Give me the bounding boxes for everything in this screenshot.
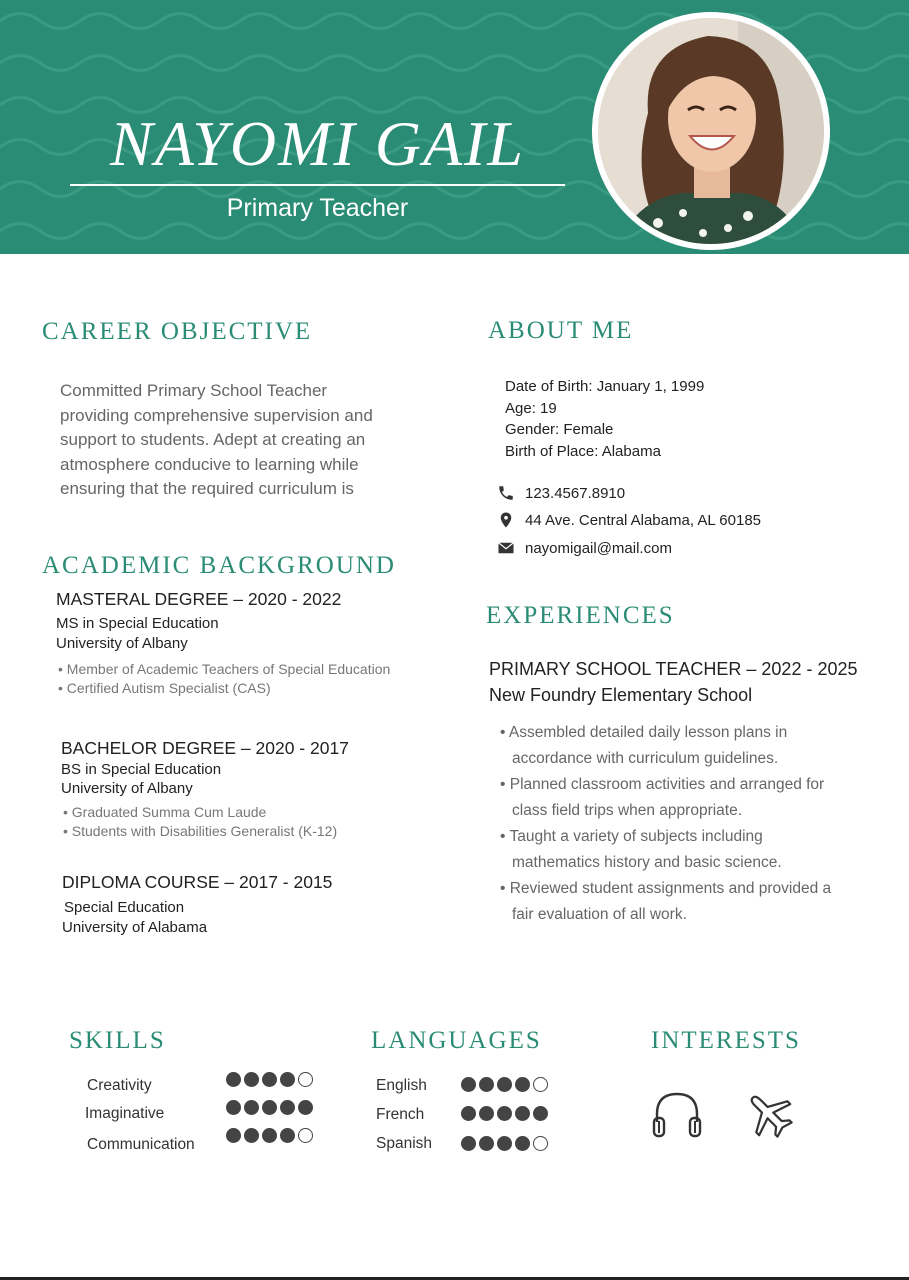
rating-dot-empty (298, 1072, 313, 1087)
location-pin-icon (497, 511, 515, 529)
rating-dot-filled (497, 1136, 512, 1151)
career-objective-text (60, 379, 420, 502)
rating-dot-filled (479, 1106, 494, 1121)
rating-dot-filled (280, 1072, 295, 1087)
email-address: nayomigail@mail.com (525, 539, 672, 557)
degree-school: University of Albany (61, 780, 193, 797)
degree-school: University of Albany (56, 635, 188, 652)
objective-line: Committed Primary School Teacher (60, 381, 328, 400)
experience-company: New Foundry Elementary School (489, 685, 753, 705)
rating-dot-filled (497, 1077, 512, 1092)
rating-dot-filled (533, 1106, 548, 1121)
rating-dot-filled (461, 1106, 476, 1121)
rating-dot-filled (244, 1100, 259, 1115)
candidate-name: NAYOMI GAIL (110, 108, 525, 179)
rating-dot-filled (298, 1100, 313, 1115)
name-divider (70, 184, 565, 186)
degree-title: BACHELOR DEGREE – 2020 - 2017 (61, 738, 349, 758)
headphones-icon (650, 1088, 704, 1140)
academic-background-heading: ACADEMIC BACKGROUND (42, 552, 396, 579)
envelope-icon (497, 539, 515, 557)
rating-dot-filled (226, 1128, 241, 1143)
objective-line: providing comprehensive supervision and (60, 405, 373, 425)
rating-dot-filled (262, 1100, 277, 1115)
list-item: • Certified Autism Specialist (CAS) (58, 680, 271, 696)
skill-rating (226, 1072, 313, 1087)
languages-heading: LANGUAGES (371, 1027, 542, 1054)
phone-number: 123.4567.8910 (525, 484, 626, 502)
objective-line: atmosphere conducive to learning while (60, 454, 359, 474)
language-label: French (376, 1106, 425, 1123)
degree-field: MS in Special Education (56, 615, 219, 632)
language-rating (461, 1106, 548, 1121)
detail-line: Gender: Female (505, 421, 614, 438)
contact-address (497, 511, 761, 529)
interests-heading: INTERESTS (651, 1027, 801, 1054)
rating-dot-filled (479, 1136, 494, 1151)
list-item: • Reviewed student assignments and provided a fair evaluation of all work. (500, 880, 832, 923)
rating-dot-filled (226, 1100, 241, 1115)
degree-bullets (63, 803, 337, 841)
language-label: English (376, 1077, 427, 1094)
profile-photo (592, 12, 830, 250)
rating-dot-filled (262, 1128, 277, 1143)
phone-icon (497, 484, 515, 502)
rating-dot-filled (280, 1128, 295, 1143)
rating-dot-filled (244, 1072, 259, 1087)
degree-bullets (58, 660, 390, 698)
rating-dot-empty (298, 1128, 313, 1143)
rating-dot-filled (497, 1106, 512, 1121)
language-rating (461, 1077, 548, 1092)
skill-rating (226, 1128, 313, 1143)
rating-dot-filled (280, 1100, 295, 1115)
degree-title: DIPLOMA COURSE – 2017 - 2015 (62, 872, 333, 892)
experience-bullets (500, 720, 840, 928)
skills-heading: SKILLS (69, 1027, 166, 1054)
experiences-heading: EXPERIENCES (486, 602, 675, 629)
about-me-heading: ABOUT ME (488, 317, 634, 344)
personal-details (505, 376, 704, 462)
rating-dot-filled (244, 1128, 259, 1143)
list-item: • Taught a variety of subjects including mathematics history and basic science. (500, 828, 782, 871)
rating-dot-filled (226, 1072, 241, 1087)
rating-dot-filled (515, 1077, 530, 1092)
list-item: • Planned classroom activities and arranged for class field trips when appropriate. (500, 776, 825, 819)
rating-dot-filled (515, 1106, 530, 1121)
detail-line: Birth of Place: Alabama (505, 442, 661, 460)
portrait-illustration (598, 18, 824, 244)
experience-header (489, 656, 858, 708)
skill-label: Creativity (87, 1077, 152, 1094)
language-rating (461, 1136, 548, 1151)
list-item: • Graduated Summa Cum Laude (63, 804, 267, 820)
rating-dot-empty (533, 1077, 548, 1092)
objective-line: ensuring that the required curriculum is (60, 479, 354, 498)
detail-line: Age: 19 (505, 399, 557, 417)
rating-dot-filled (262, 1072, 277, 1087)
skill-rating (226, 1100, 313, 1115)
list-item: • Member of Academic Teachers of Special Education (58, 661, 391, 677)
rating-dot-filled (479, 1077, 494, 1092)
job-title: Primary Teacher (226, 194, 409, 222)
rating-dot-empty (533, 1136, 548, 1151)
rating-dot-filled (461, 1136, 476, 1151)
airplane-icon (742, 1088, 796, 1140)
contact-phone (497, 484, 625, 502)
skill-label: Communication (87, 1136, 195, 1153)
degree-title: MASTERAL DEGREE – 2020 - 2022 (56, 589, 342, 609)
list-item: • Assembled detailed daily lesson plans in accordance with curriculum guidelines. (500, 724, 788, 767)
address-text: 44 Ave. Central Alabama, AL 60185 (525, 511, 762, 529)
language-label: Spanish (376, 1135, 433, 1152)
rating-dot-filled (461, 1077, 476, 1092)
degree-field: BS in Special Education (61, 761, 222, 778)
rating-dot-filled (515, 1136, 530, 1151)
career-objective-heading: CAREER OBJECTIVE (42, 318, 313, 345)
experience-position: PRIMARY SCHOOL TEACHER – 2022 - 2025 (489, 659, 858, 679)
contact-email (497, 539, 672, 557)
skill-label: Imaginative (85, 1105, 165, 1122)
degree-school: University of Alabama (62, 919, 208, 936)
objective-line: support to students. Adept at creating an (60, 430, 366, 449)
degree-field: Special Education (64, 899, 185, 916)
list-item: • Students with Disabilities Generalist (K-12) (63, 823, 338, 839)
detail-line: Date of Birth: January 1, 1999 (505, 378, 705, 395)
